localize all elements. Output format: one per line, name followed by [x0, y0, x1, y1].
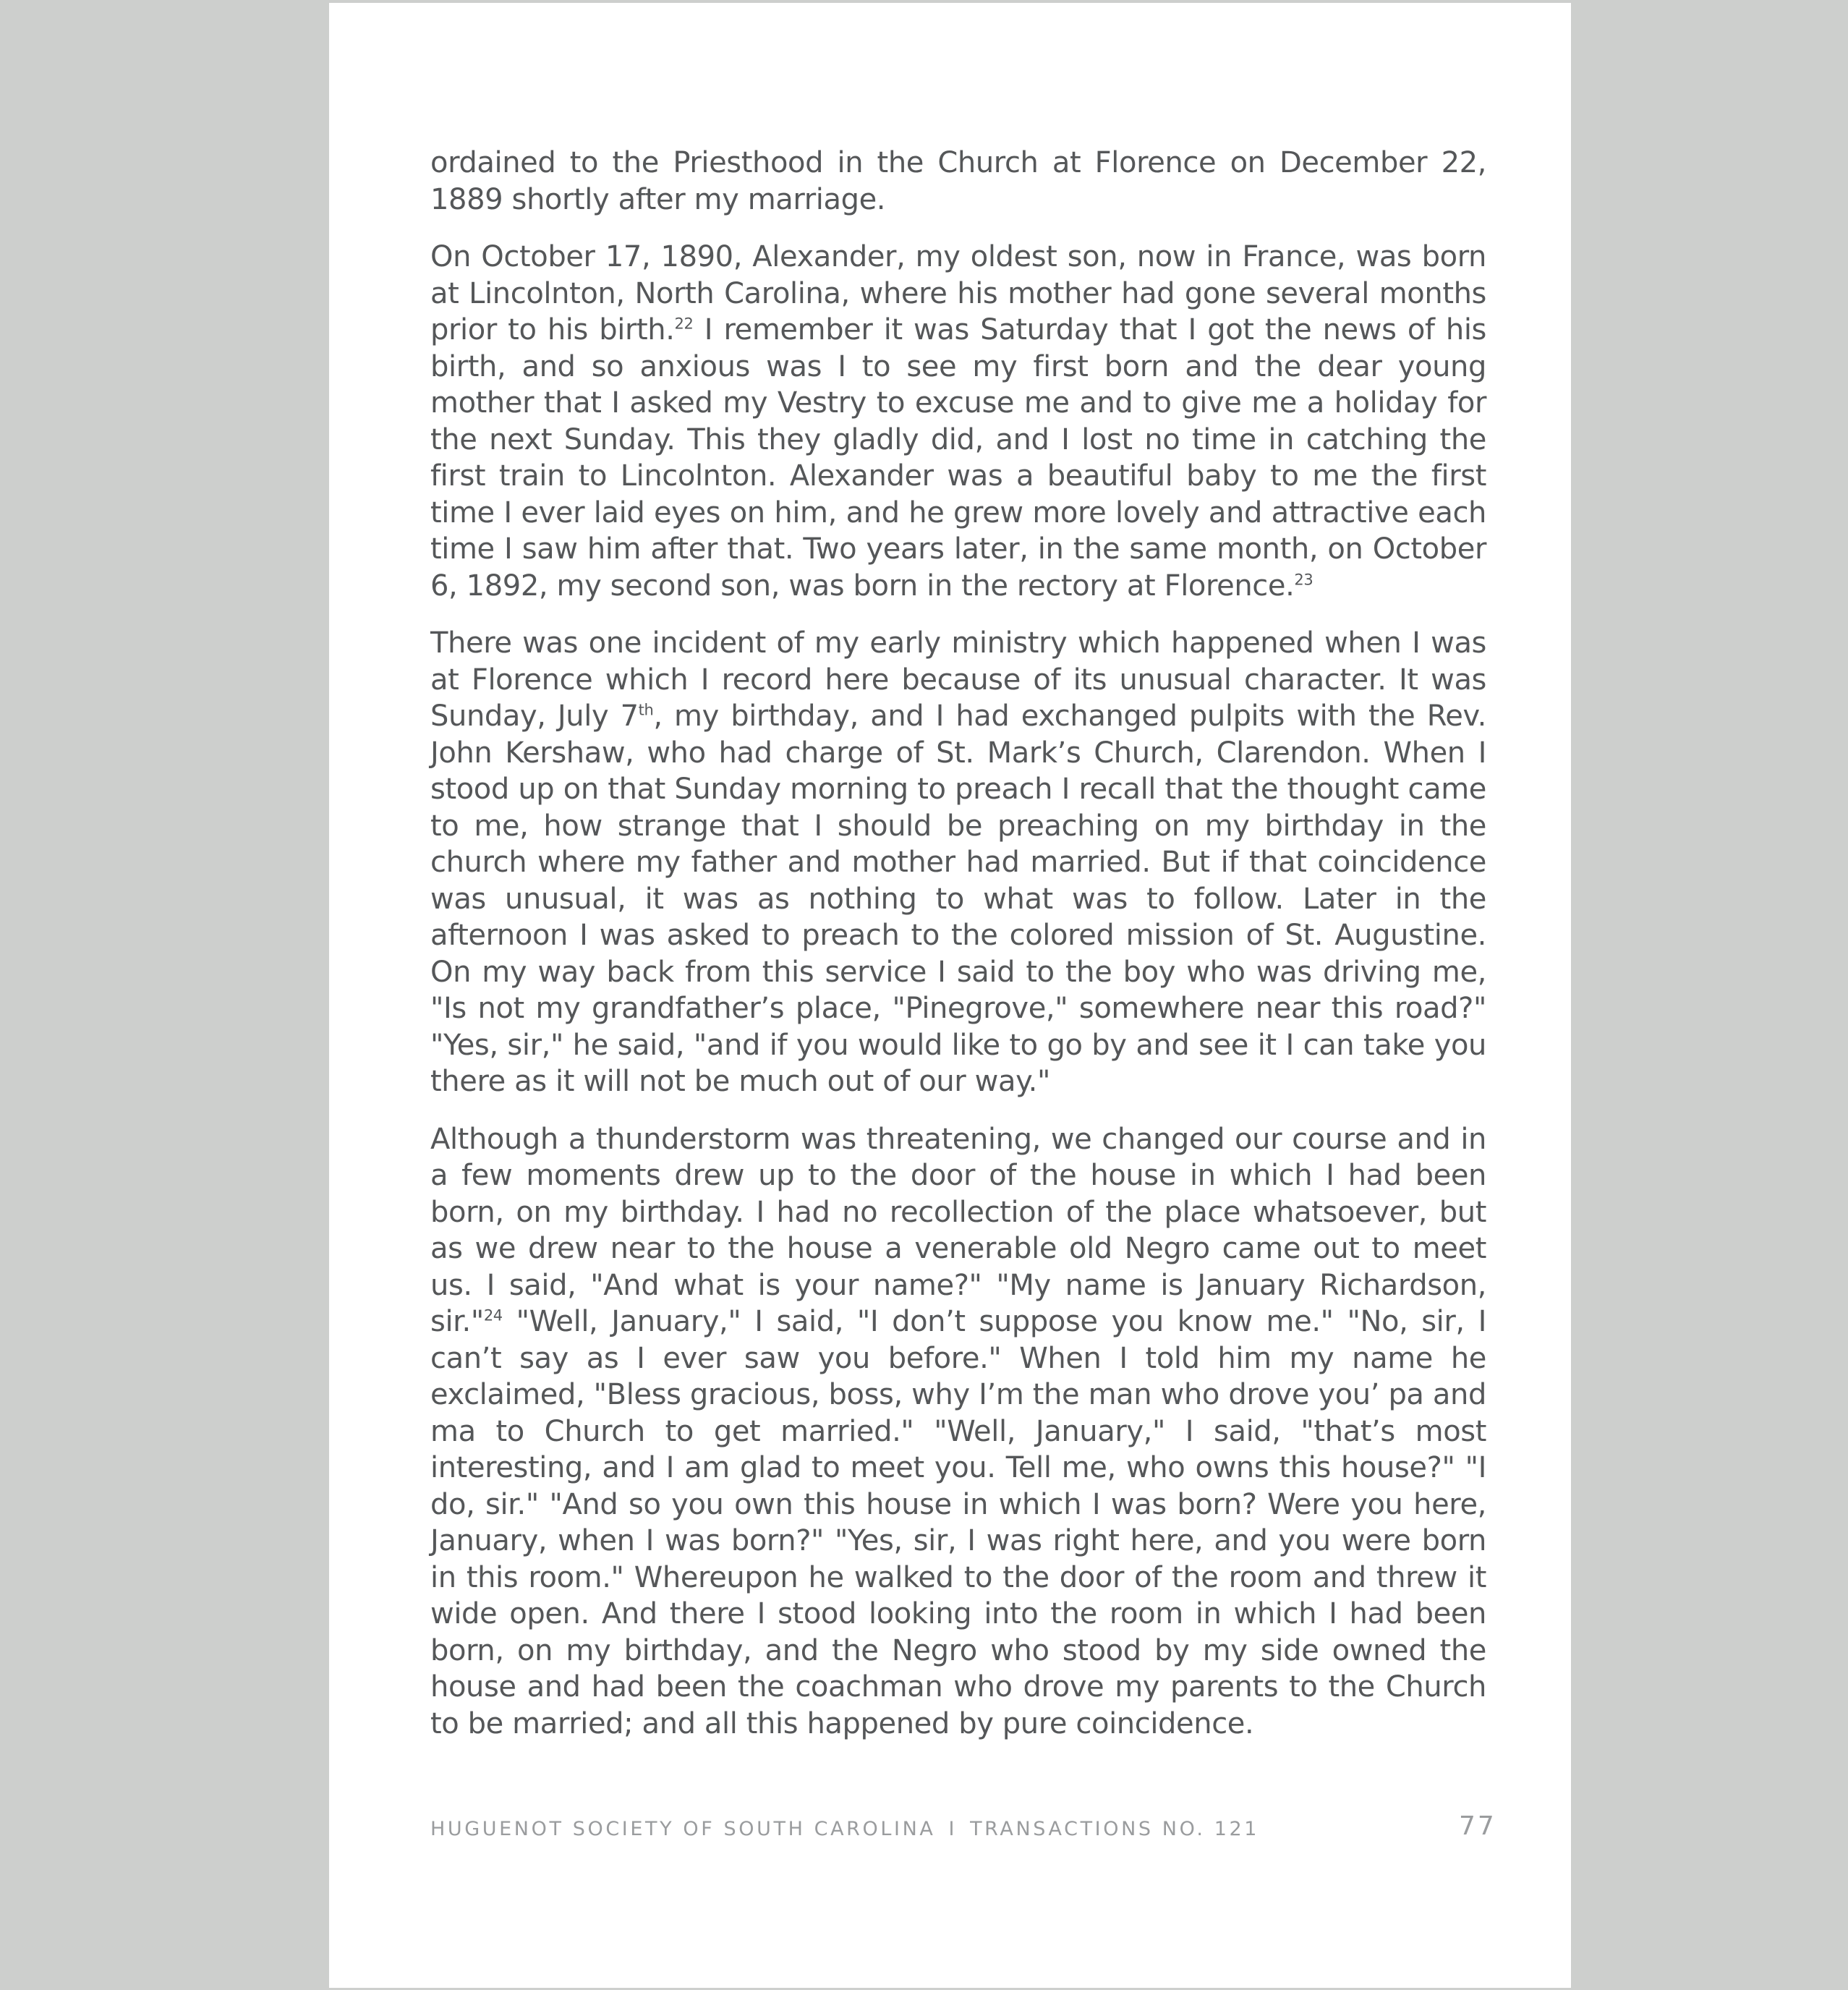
- paragraph-1: [430, 145, 1486, 218]
- footer-society: HUGUENOT SOCIETY OF SOUTH CAROLINA: [430, 1818, 936, 1840]
- footer-separator: I: [948, 1818, 958, 1840]
- paragraph-text: There was one incident of my early ministry which happened when I was at Florence which I record here because of its unusual character. It was Sunday, July 7: [430, 626, 1486, 733]
- document-page: [329, 3, 1571, 1988]
- paragraph-text: , my birthday, and I had exchanged pulpits with the Rev. John Kershaw, who had charge of St. Mark’s Church, Clarendon. When I stood up on that Sunday morning to preach I recall that the thought came to me, how strange that I should be preaching on my birthday in the church where my father and mother had married. But if that coincidence was unusual, it was as nothing to what was to follow. Later in the afternoon I was asked to preach to the colored mission of St. Augustine. On my way back from this service I said to the boy who was driving me, "Is not my grandfather’s place, "Pinegrove," somewhere near this road?" "Yes, sir," he said, "and if you would like to go by and see it I can take you there as it will not be much out of our way.": [430, 700, 1486, 1098]
- paragraph-text: I remember it was Saturday that I got the news of his birth, and so anxious was I to see my first born and the dear young mother that I asked my Vestry to excuse me and to give me a holiday for the next Sunday. This they gladly did, and I lost no time in catching the first train to Lincolnton. Alexander was a beautiful baby to me the first time I ever laid eyes on him, and he grew more lovely and attractive each time I saw him after that. Two years later, in the same month, on October 6, 1892, my second son, was born in the rectory at Florence.: [430, 313, 1486, 603]
- paragraph-3: [430, 625, 1486, 1100]
- paragraph-text: On October 17, 1890, Alexander, my oldest son, now in France, was born at Lincolnton, North Carolina, where his mother had gone several months prior to his birth.: [430, 240, 1486, 346]
- paragraph-text: Although a thunderstorm was threatening, we changed our course and in a few moments drew up to the door of the house in which I had been born, on my birthday. I had no recollection of the place whatsoever, but as we drew near to the house a venerable old Negro came out to meet us. I said, "And what is your name?" "My name is January Richardson, sir.": [430, 1122, 1486, 1338]
- running-footer: [430, 1818, 1259, 1840]
- footnote-ref-23: 23: [1294, 571, 1313, 589]
- body-text: [430, 145, 1486, 1763]
- paragraph-4: [430, 1121, 1486, 1743]
- paragraph-text: "Well, January," I said, "I don’t suppose you know me." "No, sir, I can’t say as I ever saw you before." When I told him my name he exclaimed, "Bless gracious, boss, why I’m the man who drove you’ pa and ma to Church to get married." "Well, January," I said, "that’s most interesting, and I am glad to meet you. Tell me, who owns this house?" "I do, sir." "And so you own this house in which I was born? Were you here, January, when I was born?" "Yes, sir, I was right here, and you were born in this room." Whereupon he walked to the door of the room and threw it wide open. And there I stood looking into the room in which I had been born, on my birthday, and the Negro who stood by my side owned the house and had been the coachman who drove my parents to the Church to be married; and all this happened by pure coincidence.: [430, 1305, 1486, 1740]
- page-number: 77: [1459, 1811, 1496, 1841]
- footnote-ref-22: 22: [674, 315, 694, 333]
- paragraph-text: ordained to the Priesthood in the Church at Florence on December 22, 1889 shortly after my marriage.: [430, 146, 1486, 216]
- ordinal-suffix: th: [638, 701, 654, 719]
- footer-transactions: TRANSACTIONS NO. 121: [970, 1818, 1260, 1840]
- footnote-ref-24: 24: [483, 1306, 503, 1324]
- paragraph-2: [430, 239, 1486, 604]
